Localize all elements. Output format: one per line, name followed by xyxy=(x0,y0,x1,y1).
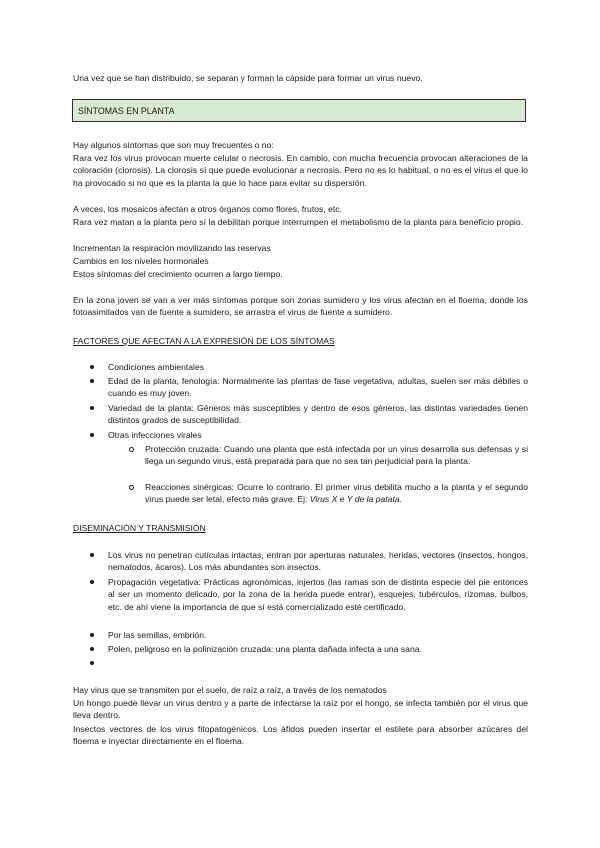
bullet-icon xyxy=(88,659,96,667)
text-line: Hay algunos síntomas que son muy frecuentes o no: xyxy=(73,140,274,150)
list-item: Edad de la planta, fenología: Normalmente las plantas de fase vegetativa, adultas, suelen ser más débiles o cuando es muy joven. xyxy=(108,376,528,399)
paragraph: Insectos vectores de los virus fitopatogénicos. Los áfidos pueden insertar el estilete para absorber azúcares del floema e inyectar directamente en el floema. xyxy=(73,724,528,747)
paragraph: Rara vez matan a la planta pero sí la debilitan porque interrumpen el metabolismo de la planta para beneficio propio. xyxy=(73,217,524,227)
bullet-icon xyxy=(88,404,96,412)
text-line: A veces, los mosaicos afectan a otros órganos como flores, frutos, etc. xyxy=(73,204,342,214)
section-title-sintomas: SÍNTOMAS EN PLANTA xyxy=(78,106,175,116)
bullet-icon xyxy=(88,578,96,586)
paragraph: En la zona joven se van a ver más síntomas porque son zonas sumidero y los virus afectan en el floema, donde los fotoasimilados van de fuente a sumidero, se arrastra el virus de fuente a sumidero. xyxy=(73,295,528,318)
intro-paragraph: Una vez que se han distribuido, se separan y forman la cápside para formar un virus nuevo. xyxy=(73,73,423,83)
list-item: Los virus no penetran cutículas intactas, entran por aperturas naturales, heridas, vectores (insectos, hongos, nematodos, ácaros). Los más abundantes son insectos. xyxy=(108,550,528,573)
section-title-diseminacion: DISEMINACIÓN Y TRANSMISIÓN xyxy=(73,523,206,533)
bullet-icon xyxy=(88,631,96,639)
sub-list-item xyxy=(145,481,528,506)
list-item: Variedad de la planta: Géneros más susceptibles y dentro de esos géneros, las distintas variedades tienen distintos grados de susceptibilidad. xyxy=(108,403,528,426)
text-line: Hay virus que se transmiten por el suelo, de raíz a raíz, a través de los nematodos xyxy=(73,685,387,695)
circle-bullet-icon xyxy=(127,445,135,453)
text-line: Cambios en los niveles hormonales xyxy=(73,256,209,266)
section-title-factores: FACTORES QUE AFECTAN A LA EXPRESIÓN DE LOS SÍNTOMAS xyxy=(73,336,335,346)
list-item: Propagación vegetativa: Prácticas agronómicas, injertos (las ramas son de distinta especie del pie entonces al ser un momento delicado, por la zona de la herida puede entrar), esquejes, tubérculos, rizomas, bulbos, etc. de ahí viene la importancia de que sí está comercializado esté certificado. xyxy=(108,577,528,612)
example-end: . xyxy=(399,494,403,505)
section-header-box xyxy=(72,99,526,122)
list-item: Por las semillas, embrión. xyxy=(108,630,207,640)
list-item: Condiciones ambientales xyxy=(108,362,205,372)
list-item: Polen, peligroso en la polinización cruzada: una planta dañada infecta a una sana. xyxy=(108,644,422,654)
example-italic: Virus X e Y de la patata xyxy=(309,494,400,505)
text-line: Estos síntomas del crecimiento ocurren a largo tiempo. xyxy=(73,269,283,279)
bullet-icon xyxy=(88,377,96,385)
bullet-icon xyxy=(88,551,96,559)
paragraph: Un hongo puede llevar un virus dentro y a parte de infectarse la raíz por el hongo, se infecta también por el virus que lleva dentro. xyxy=(73,698,528,721)
bullet-icon xyxy=(88,645,96,653)
bullet-icon xyxy=(88,363,96,371)
list-item: Otras infecciones virales xyxy=(108,430,202,440)
paragraph: Rara vez los virus provocan muerte celular o necrosis. En cambio, con mucha frecuencia provocan alteraciones de la coloración (clorosis). La clorosis sí que puede evolucionar a necrosis. Pero no es lo habitual, o no es el virus el que lo ha provocado si no que es la planta la que lo hace para evitar su dispersión. xyxy=(73,153,528,188)
text-line: Incrementan la respiración movilizando las reservas xyxy=(73,243,271,253)
bullet-icon xyxy=(88,431,96,439)
sub-list-item: Protección cruzada: Cuando una planta que está infectada por un virus desarrolla sus defensas y si llega un segundo virus, está preparada para que no sea tan perjudicial para la planta. xyxy=(145,444,528,467)
circle-bullet-icon xyxy=(127,483,135,491)
sub-list-item-text: Reacciones sinérgicas: Ocurre lo contrario. El primer virus debilita mucho a la planta y el segundo virus puede ser letal, efecto más grave. Ej: xyxy=(145,482,528,505)
